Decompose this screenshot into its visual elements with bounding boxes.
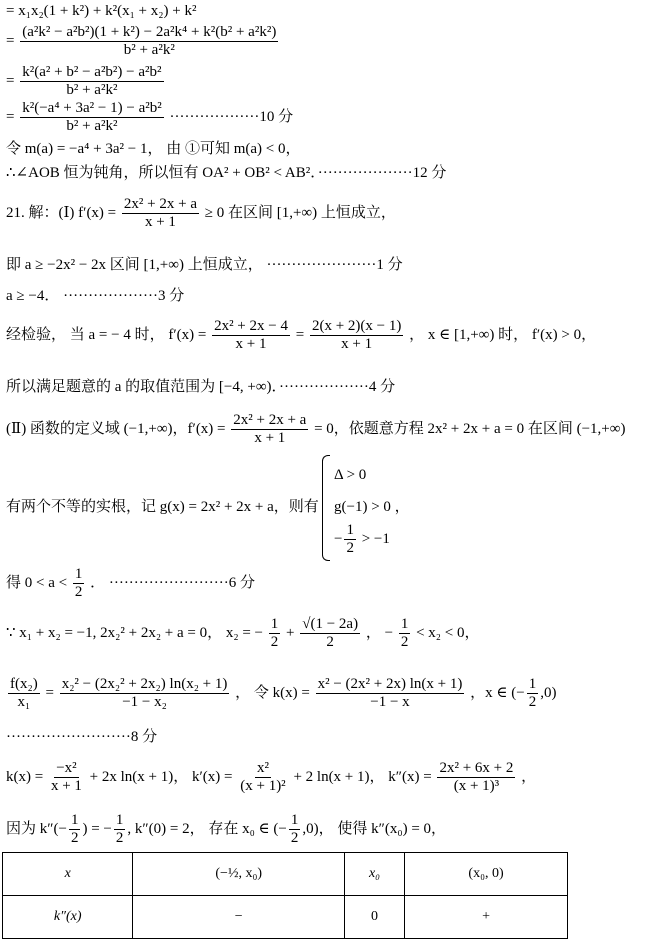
denominator: 2 [326,634,334,651]
q21-intro [6,196,396,232]
fraction [20,100,164,136]
text: + 2x ln(x + 1)， k′(x) = [89,769,233,786]
text: 经检验， 当 a = − 4 时， f′(x) = [6,327,207,344]
denominator: x₁ [17,694,31,711]
table-cell: x [3,853,133,896]
denominator: x + 1 [254,430,286,447]
text: ∵ x₁ + x₂ = −1, 2x₂² + 2x₂ + a = 0， x₂ = − [6,625,264,642]
system-line-2: g(−1) > 0 ， [334,499,410,515]
table-cell: (−½, x₀) [133,853,345,896]
text: ,0)， 使得 k″(x₀) = 0， [302,821,447,838]
text: = [45,685,54,702]
denominator: (x + 1)² [240,778,286,795]
prev-line-1: = x₁x₂(1 + k²) + k²(x₁ + x₂) + k² [6,3,197,19]
text: ， [521,769,537,786]
fraction [238,760,287,796]
text: ． ························6 分 [90,575,255,592]
prev-line-6: ∴∠AOB 恒为钝角，所以恒有 OA² + OB² < AB²．···················12 分 [6,165,447,181]
fraction [344,522,356,558]
denominator: b² + a²k² [66,118,118,135]
denominator: b² + a²k² [66,82,118,99]
fraction [289,812,301,848]
text: ， x ∈ [1,+∞) 时， f′(x) > 0， [409,327,597,344]
table-cell: − [133,896,345,939]
fraction [231,412,308,448]
fraction [269,616,281,652]
text: 得 0 < a < [6,575,68,592]
text: 因为 k″(− [6,821,67,838]
fraction [437,760,515,796]
denominator: (x + 1)³ [453,778,500,795]
prev-line-3: = $\frac{\text{k²(a² + b² − a²b²) − a²b²}}{\text{b² + a²k²}}$ [6,64,162,99]
q21-sum-line [6,616,479,652]
fraction [114,812,126,848]
text: ， 令 k(x) = [235,685,310,702]
text: ,0) [540,685,557,702]
numerator: 1 [527,676,539,694]
numerator: √(1 − 2a) [300,616,360,634]
numerator: 1 [73,566,85,584]
system-line-1: Δ > 0 [334,467,367,483]
numerator: −x² [54,760,78,778]
numerator: x² [255,760,271,778]
numerator: x₂² − (2x₂² + 2x₂) ln(x₂ + 1) [60,676,230,694]
text: , k″(0) = 2， 存在 x₀ ∈ (− [127,821,287,838]
text: > −1 [361,531,390,548]
table-row [3,896,568,939]
table-cell: 0 [344,896,404,939]
fraction [300,616,360,652]
denominator: 2 [528,694,537,711]
table-row [3,853,568,896]
numerator: 1 [269,616,281,634]
text: < x₂ < 0， [416,625,480,642]
q21-f-line [6,676,556,712]
numerator: k²(a² + b² − a²b²) − a²b² [20,64,163,82]
denominator: x + 1 [144,214,176,231]
denominator: 2 [115,830,124,847]
numerator: 1 [289,812,301,830]
prev-line-4: = $\frac{\text{k²(−a⁴ + 3a² − 1) − a²b²}}{\text{b² + a²k²}}$ ··················10 分 [6,100,294,135]
text: + [286,625,295,642]
system-brace [322,455,330,561]
text: = [295,327,305,344]
q21-line-2: 即 a ≥ −2x² − 2x 区间 [1,+∞) 上恒成立， ······················1 分 [6,257,403,273]
numerator: 2x² + 2x + a [122,196,199,214]
fraction [73,566,85,602]
fraction [527,676,539,712]
sign-table [2,852,568,939]
denominator: −1 − x [370,694,410,711]
text: k(x) = [6,769,44,786]
table-cell: (x₀, 0) [405,853,568,896]
text: = 0，依题意方程 2x² + 2x + a = 0 在区间 (−1,+∞) [314,421,626,438]
fraction [316,676,465,712]
fraction [399,616,411,652]
numerator: (a²k² − a²b²)(1 + k²) − 2a²k⁴ + k²(b² + a²k²) [20,24,278,42]
numerator: 1 [69,812,81,830]
q21-score-8: ·························8 分 [6,729,158,745]
numerator: 2(x + 2)(x − 1) [310,318,403,336]
numerator: k²(−a⁴ + 3a² − 1) − a²b² [20,100,164,118]
denominator: x + 1 [50,778,82,795]
text: ≥ 0 在区间 [1,+∞) 上恒成立， [204,205,396,222]
denominator: 2 [70,830,79,847]
numerator: 2x² + 6x + 2 [437,760,515,778]
fraction [60,676,230,712]
fraction [49,760,84,796]
denominator: 2 [290,830,299,847]
fraction [69,812,81,848]
fraction [20,64,163,100]
table-cell: x₀ [344,853,404,896]
prev-line-5: 令 m(a) = −a⁴ + 3a² − 1， 由 ①可知 m(a) < 0， [6,141,301,157]
numerator: 2x² + 2x + a [231,412,308,430]
text: (Ⅱ) 函数的定义域 (−1,+∞)，f′(x) = [6,421,226,438]
q21-k-line [6,760,536,796]
fraction [122,196,199,232]
text: + 2 ln(x + 1)， k″(x) = [293,769,432,786]
q21-since [6,812,446,848]
text: ，x ∈ (− [470,685,525,702]
numerator: x² − (2x² + 2x) ln(x + 1) [316,676,465,694]
denominator: x + 1 [235,336,267,353]
fraction [20,24,278,60]
numerator: 1 [399,616,411,634]
text: − [334,531,343,548]
denominator: −1 − x₂ [122,694,167,711]
fraction [310,318,403,354]
prev-line-2: = $\frac{\text{(a²k² − a²b²)(1 + k²) − 2a²k⁴ + k²(b² + a²k²)}}{\text{b² + a²k²}}$ [6,24,277,59]
denominator: b² + a²k² [123,42,175,59]
denominator: 2 [346,540,354,557]
q21-line-3: a ≥ −4． ···················3 分 [6,288,185,304]
text: ， − [365,625,394,642]
q21-roots: 有两个不等的实根，记 g(x) = 2x² + 2x + a，则有 [6,499,319,515]
text: ) = − [82,821,112,838]
q21-check [6,318,596,354]
q21-part2 [6,412,625,448]
q21-get-a [6,566,255,602]
fraction [8,676,40,712]
score-note: ··················10 分 [169,109,294,126]
numerator: 1 [344,522,356,540]
text: 21. 解：(Ⅰ) f′(x) = [6,205,117,222]
numerator: 2x² + 2x − 4 [212,318,290,336]
denominator: x + 1 [341,336,373,353]
system-line-3 [334,522,390,558]
denominator: 2 [270,634,279,651]
denominator: 2 [74,584,83,601]
numerator: 1 [114,812,126,830]
q21-range: 所以满足题意的 a 的取值范围为 [−4, +∞)．··················4 分 [6,379,396,395]
table-cell: + [405,896,568,939]
numerator: f(x₂) [8,676,40,694]
table-cell: k″(x) [3,896,133,939]
denominator: 2 [400,634,409,651]
fraction [212,318,290,354]
